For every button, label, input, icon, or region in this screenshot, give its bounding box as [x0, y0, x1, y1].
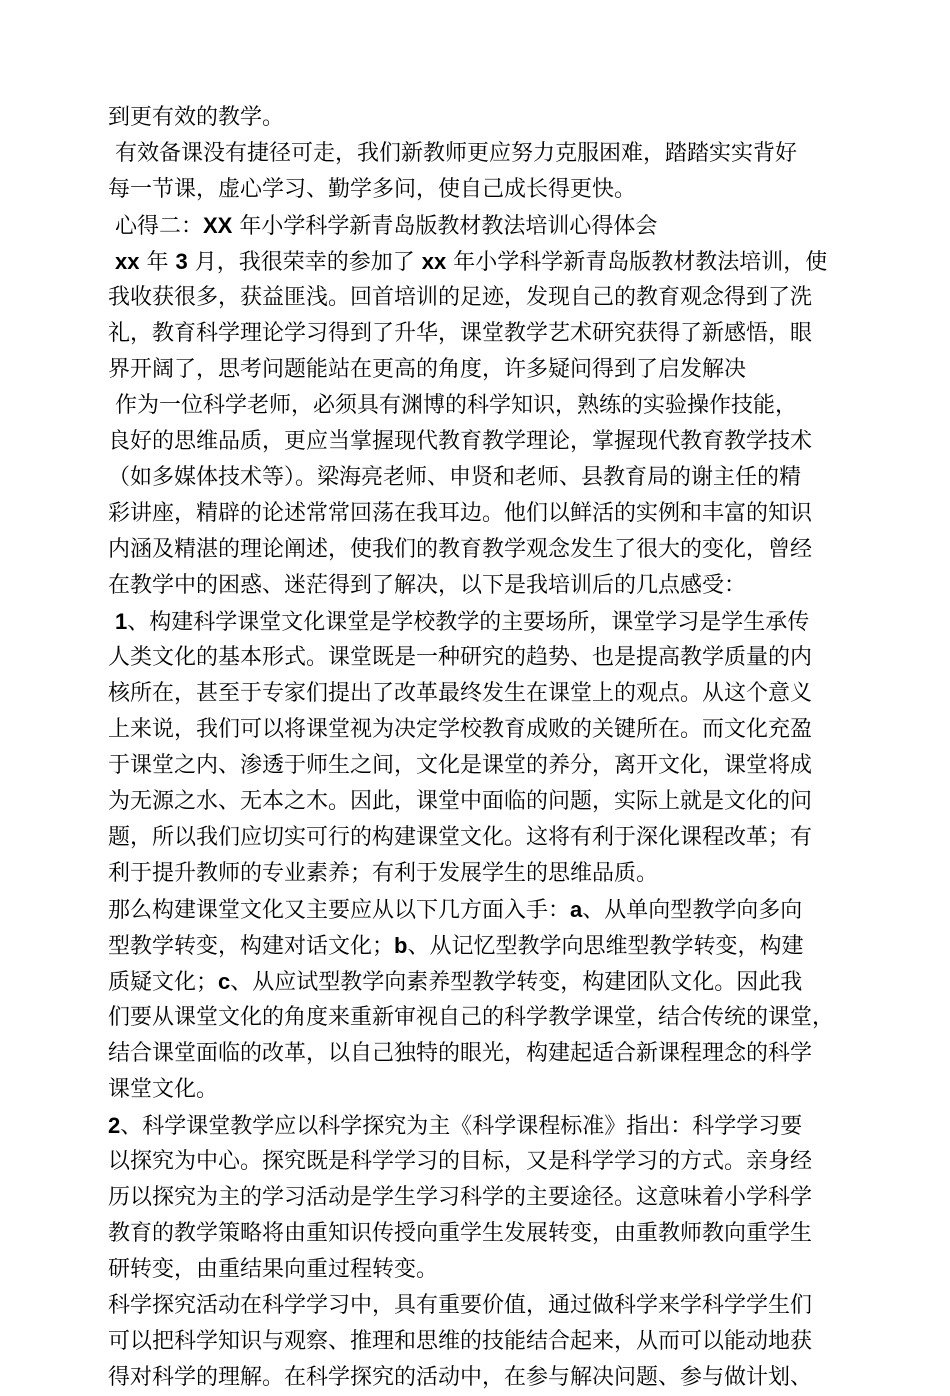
bold-text-run: 1 [115, 609, 128, 634]
text-run: 在教学中的困惑、迷茫得到了解决，以下是我培训后的几点感受： [108, 573, 747, 598]
text-run: 研转变，由重结果向重过程转变。 [108, 1257, 439, 1282]
text-run: 良好的思维品质，更应当掌握现代教育教学理论，掌握现代教育教学技术 [108, 429, 813, 454]
text-run: 核所在，甚至于专家们提出了改革最终发生在课堂上的观点。从这个意义 [108, 681, 813, 706]
text-run: 得对科学的理解。在科学探究的活动中，在参与解决问题、参与做计划、 [108, 1365, 813, 1390]
text-run: 利于提升教师的专业素养；有利于发展学生的思维品质。 [108, 861, 659, 886]
text-run: 礼，教育科学理论学习得到了升华，课堂教学艺术研究获得了新感悟，眼 [108, 321, 813, 346]
text-run: 心得二： [108, 214, 203, 239]
text-line [108, 640, 868, 676]
text-line [108, 568, 868, 604]
text-line [108, 856, 868, 892]
text-line [108, 784, 868, 820]
text-run: 、从应试型教学向素养型教学转变，构建团队文化。因此我 [230, 970, 803, 995]
text-line [108, 748, 868, 784]
bold-text-run: a [570, 897, 583, 922]
text-run: 彩讲座，精辟的论述常常回荡在我耳边。他们以鲜活的实例和丰富的知识 [108, 501, 813, 526]
text-run: 历以探究为主的学习活动是学生学习科学的主要途径。这意味着小学科学 [108, 1185, 813, 1210]
text-line [108, 712, 868, 748]
text-run: 年 [139, 250, 176, 275]
text-line [108, 892, 868, 928]
text-run: 、从记忆型教学向思维型教学转变，构建 [407, 934, 804, 959]
text-line [108, 172, 868, 208]
text-run: 年小学科学新青岛版教材教法培训心得体会 [232, 214, 658, 239]
text-line [108, 100, 868, 136]
text-line [108, 820, 868, 856]
text-run: 我收获很多，获益匪浅。回首培训的足迹，发现自己的教育观念得到了洗 [108, 285, 813, 310]
text-run: 人类文化的基本形式。课堂既是一种研究的趋势、也是提高教学质量的内 [108, 645, 813, 670]
bold-text-run: xx [421, 249, 447, 274]
text-run: 科学探究活动在科学学习中，具有重要价值，通过做科学来学科学学生们 [108, 1293, 813, 1318]
text-run: 作为一位科学老师，必须具有渊博的科学知识，熟练的实验操作技能， [108, 393, 797, 418]
text-run: 界开阔了，思考问题能站在更高的角度，许多疑问得到了启发解决 [108, 357, 747, 382]
text-run [108, 610, 115, 635]
text-line [108, 1180, 868, 1216]
text-run: 到更有效的教学。 [108, 105, 285, 130]
text-line [108, 136, 868, 172]
text-line [108, 676, 868, 712]
bold-text-run: c [218, 969, 231, 994]
text-run: 课堂文化。 [108, 1077, 219, 1102]
bold-text-run: 2 [108, 1113, 121, 1138]
text-line [108, 1288, 868, 1324]
bold-text-run: 3 [175, 249, 188, 274]
text-run [108, 250, 115, 275]
text-run: 那么构建课堂文化又主要应从以下几方面入手： [108, 898, 571, 923]
bold-text-run: b [394, 933, 408, 958]
text-run: 质疑文化； [108, 970, 219, 995]
text-line [108, 1360, 868, 1396]
text-run: 有效备课没有捷径可走，我们新教师更应努力克服困难，踏踏实实背好 [108, 141, 797, 166]
text-line [108, 244, 868, 280]
text-run: （如多媒体技术等）。梁海亮老师、申贤和老师、县教育局的谢主任的精 [108, 465, 802, 490]
text-line [108, 604, 868, 640]
text-line [108, 424, 868, 460]
text-line [108, 460, 868, 496]
text-run: 于课堂之内、渗透于师生之间，文化是课堂的养分，离开文化，课堂将成 [108, 753, 813, 778]
text-run: 以探究为中心。探究既是科学学习的目标，又是科学学习的方式。亲身经 [108, 1149, 813, 1174]
text-run: 题，所以我们应切实可行的构建课堂文化。这将有利于深化课程改革；有 [108, 825, 813, 850]
bold-text-run: XX [203, 213, 233, 238]
text-line [108, 964, 868, 1000]
text-line [108, 208, 868, 244]
text-run: 、构建科学课堂文化课堂是学校教学的主要场所，课堂学习是学生承传 [127, 610, 810, 635]
text-line [108, 496, 868, 532]
text-run: 内涵及精湛的理论阐述，使我们的教育教学观念发生了很大的变化，曾经 [108, 537, 813, 562]
text-line [108, 1108, 868, 1144]
text-line [108, 1216, 868, 1252]
text-line [108, 1252, 868, 1288]
text-run: 、科学课堂教学应以科学探究为主《科学课程标准》指出：科学学习要 [120, 1114, 803, 1139]
text-run: 结合课堂面临的改革，以自己独特的眼光，构建起适合新课程理念的科学 [108, 1041, 813, 1066]
text-run: 型教学转变，构建对话文化； [108, 934, 395, 959]
text-line [108, 532, 868, 568]
text-line [108, 928, 868, 964]
document-body [108, 100, 868, 1396]
text-run: 们要从课堂文化的角度来重新审视自己的科学教学课堂，结合传统的课堂， [108, 1005, 835, 1030]
text-run: 教育的教学策略将由重知识传授向重学生发展转变，由重教师教向重学生 [108, 1221, 813, 1246]
text-run: 每一节课，虚心学习、勤学多问，使自己成长得更快。 [108, 177, 637, 202]
text-run: 上来说，我们可以将课堂视为决定学校教育成败的关键所在。而文化充盈 [108, 717, 813, 742]
text-line [108, 352, 868, 388]
text-line [108, 1324, 868, 1360]
text-line [108, 1144, 868, 1180]
text-line [108, 316, 868, 352]
text-run: 可以把科学知识与观察、推理和思维的技能结合起来，从而可以能动地获 [108, 1329, 813, 1354]
bold-text-run: xx [115, 249, 140, 274]
text-line [108, 1000, 868, 1036]
text-line [108, 280, 868, 316]
text-run: 月，我很荣幸的参加了 [187, 250, 422, 275]
text-line [108, 1036, 868, 1072]
text-run: 、从单向型教学向多向 [582, 898, 803, 923]
text-line [108, 388, 868, 424]
text-line [108, 1072, 868, 1108]
text-run: 为无源之水、无本之木。因此，课堂中面临的问题，实际上就是文化的问 [108, 789, 813, 814]
text-run: 年小学科学新青岛版教材教法培训，使 [446, 250, 828, 275]
